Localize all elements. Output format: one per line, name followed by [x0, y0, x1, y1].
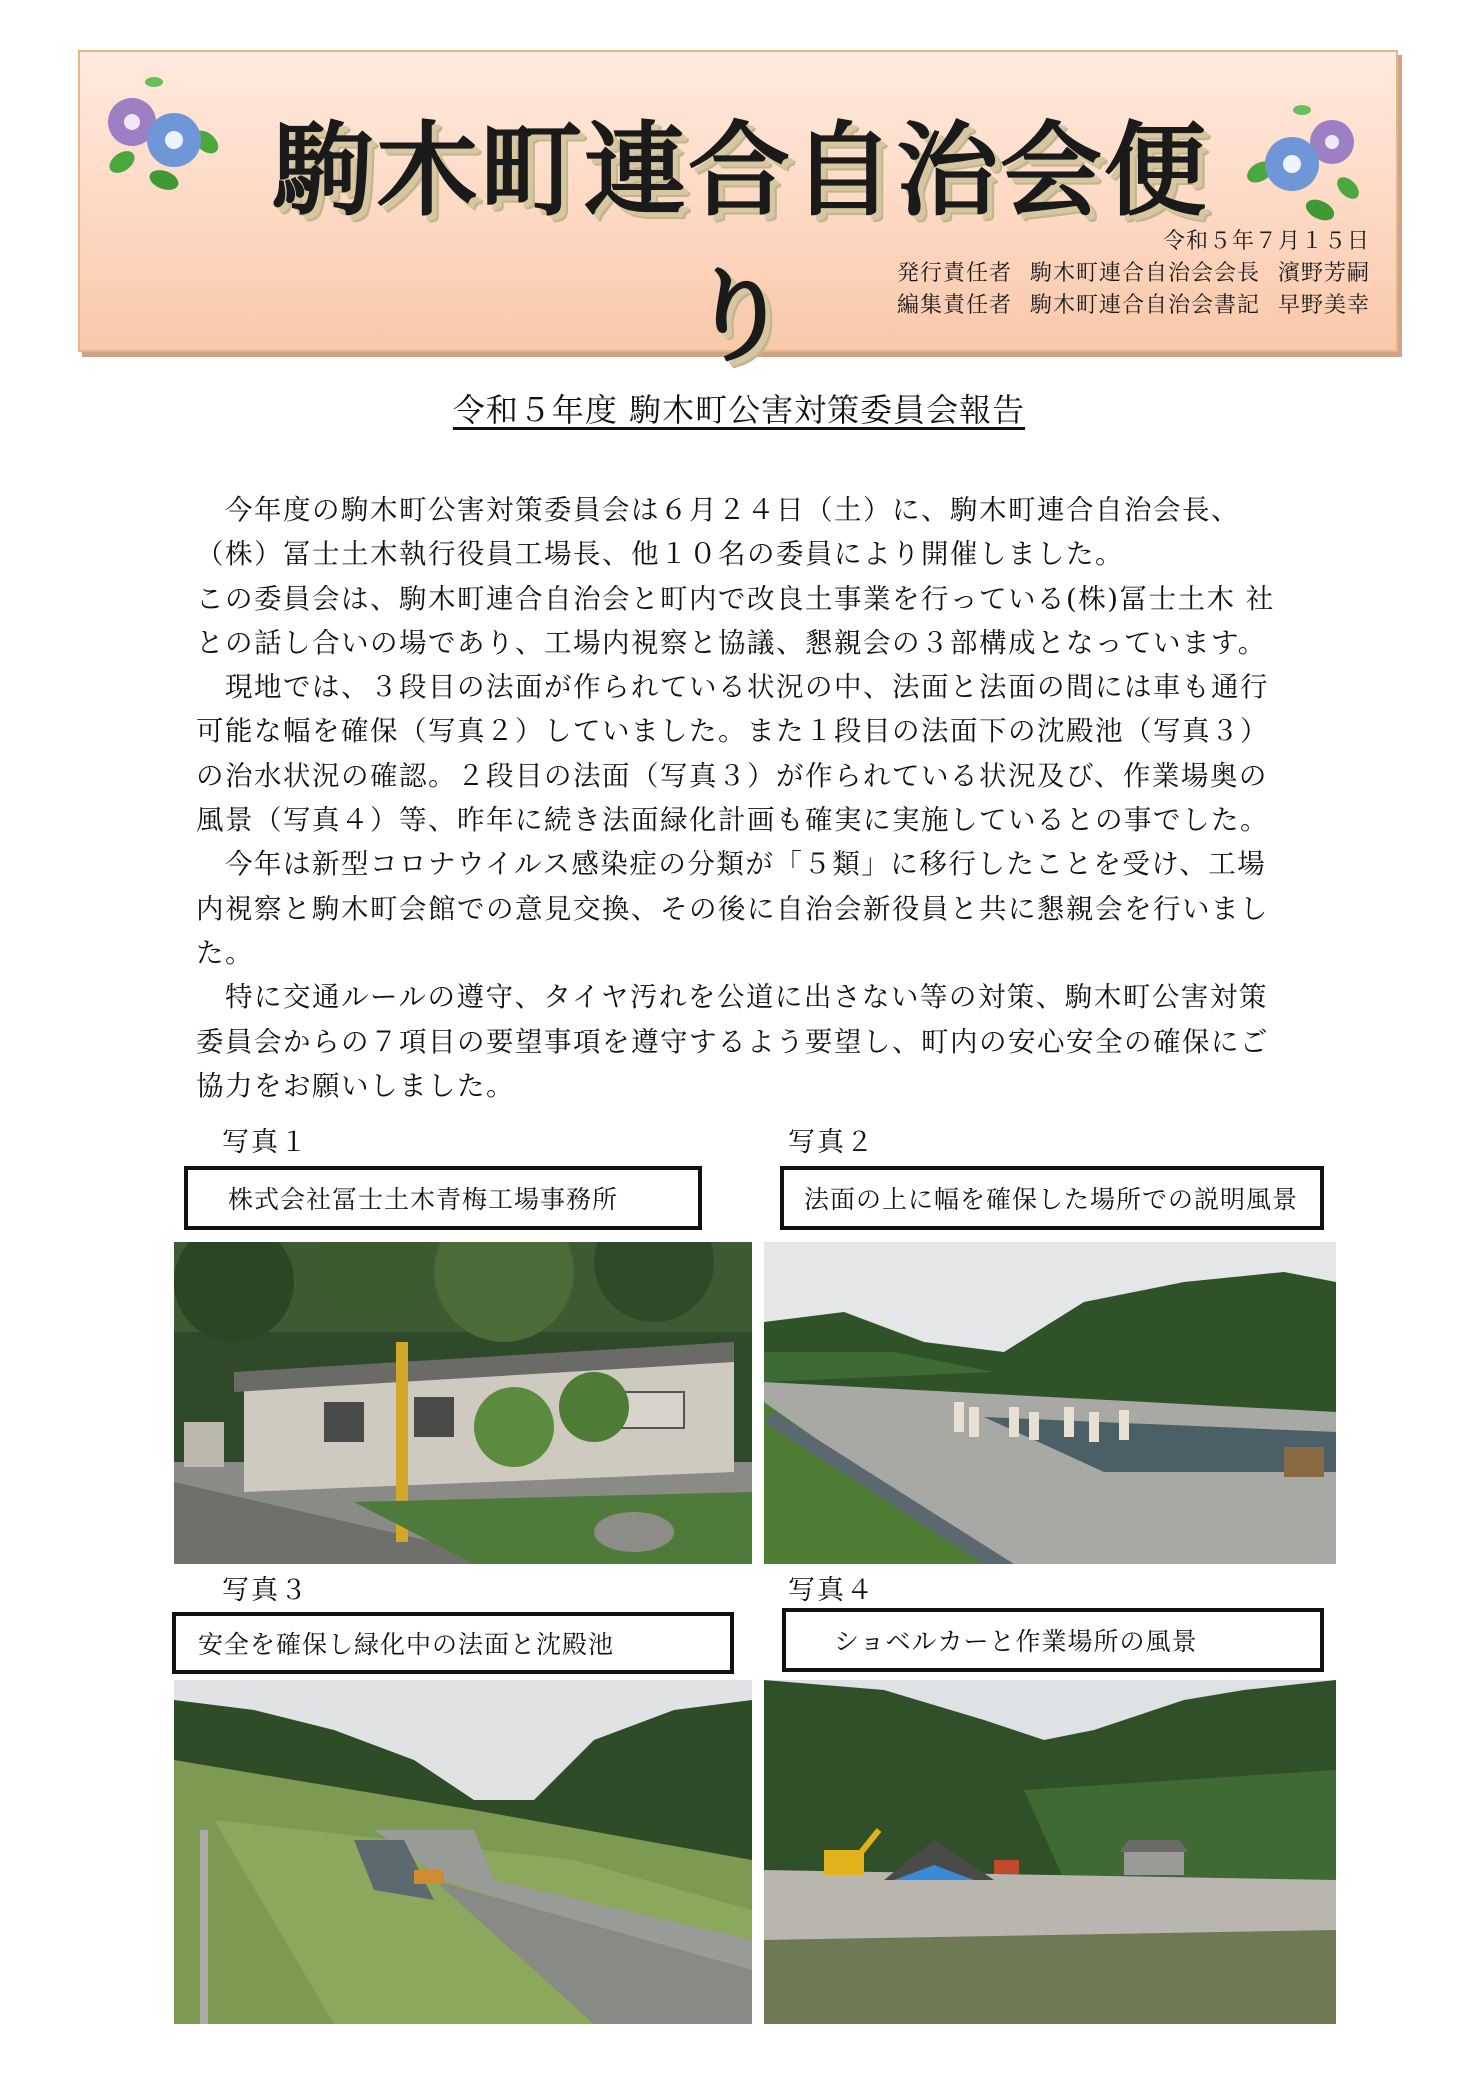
editor-name: 早野美幸 — [1277, 293, 1370, 318]
editor-role: 編集責任者 — [896, 293, 1012, 318]
photo-4-caption-text: ショベルカーと作業場所の風景 — [834, 1627, 1198, 1656]
photo-4-caption — [782, 1608, 1324, 1672]
issue-date: 令和５年７月１５日 — [1162, 229, 1370, 254]
body-line: （株）冨士土木執行役員工場長、他１０名の委員により開催しました。 — [196, 538, 1124, 571]
body-line: 今年は新型コロナウイルス感染症の分類が「５類」に移行したことを受け、工場 — [196, 848, 1267, 881]
article-title — [0, 385, 1478, 431]
photo-2-label: 写真２ — [788, 1127, 875, 1158]
publisher-line — [897, 256, 1370, 287]
photo-3-slope-pond — [174, 1680, 752, 2024]
body-line: た。 — [196, 936, 254, 969]
photo-1-caption-text: 株式会社冨士土木青梅工場事務所 — [228, 1185, 619, 1214]
editor-line — [897, 288, 1370, 319]
article-title-text: 令和５年度 駒木町公害対策委員会報告 — [452, 391, 1026, 429]
body-line: 特に交通ルールの遵守、タイヤ汚れを公道に出さない等の対策、駒木町公害対策 — [196, 981, 1268, 1014]
editor-org: 駒木町連合自治会書記 — [1029, 293, 1260, 318]
photo-2-caption — [780, 1166, 1324, 1230]
body-line: との話し合いの場であり、工場内視察と協議、懇親会の３部構成となっています。 — [196, 626, 1267, 659]
morning-glory-icon — [94, 62, 234, 202]
photo-3-label: 写真３ — [222, 1575, 309, 1606]
photo-1-caption — [184, 1166, 702, 1230]
body-line: 可能な幅を確保（写真２）していました。また１段目の法面下の沈殿池（写真３） — [196, 715, 1269, 748]
publisher-role: 発行責任者 — [896, 261, 1012, 286]
photo-1-label: 写真１ — [222, 1127, 309, 1158]
publisher-name: 濱野芳嗣 — [1277, 261, 1370, 286]
publisher-org: 駒木町連合自治会会長 — [1029, 261, 1260, 286]
body-line: 内視察と駒木町会館での意見交換、その後に自治会新役員と共に懇親会を行いまし — [196, 892, 1269, 925]
body-line: の治水状況の確認。２段目の法面（写真３）が作られている状況及び、作業場奥の — [196, 759, 1268, 792]
morning-glory-icon — [1230, 92, 1370, 232]
body-line: 委員会からの７項目の要望事項を遵守するよう要望し、町内の安心安全の確保にご — [196, 1025, 1269, 1058]
newsletter-header — [78, 50, 1398, 377]
photo-2-briefing — [764, 1242, 1336, 1564]
photo-4-excavator — [764, 1680, 1336, 2024]
photo-1-office — [174, 1242, 752, 1564]
body-line: 現地では、３段目の法面が作られている状況の中、法面と法面の間には車も通行 — [196, 671, 1269, 704]
photo-2-caption-text: 法面の上に幅を確保した場所での説明風景 — [804, 1185, 1299, 1214]
photo-3-caption — [172, 1612, 734, 1674]
photo-4-label: 写真４ — [788, 1575, 875, 1606]
article-body — [196, 488, 1316, 1108]
body-line: 風景（写真４）等、昨年に続き法面緑化計画も確実に実施しているとの事でした。 — [196, 804, 1269, 837]
body-line: 協力をお願いしました。 — [196, 1069, 515, 1102]
newsletter-masthead: 駒木町連合自治会便り — [272, 112, 1208, 377]
body-line: この委員会は、駒木町連合自治会と町内で改良土事業を行っている(株)冨士土木 社 — [196, 582, 1275, 615]
photo-3-caption-text: 安全を確保し緑化中の法面と沈殿池 — [198, 1630, 615, 1659]
body-line: 今年度の駒木町公害対策委員会は６月２４日（土）に、駒木町連合自治会長、 — [196, 494, 1240, 526]
